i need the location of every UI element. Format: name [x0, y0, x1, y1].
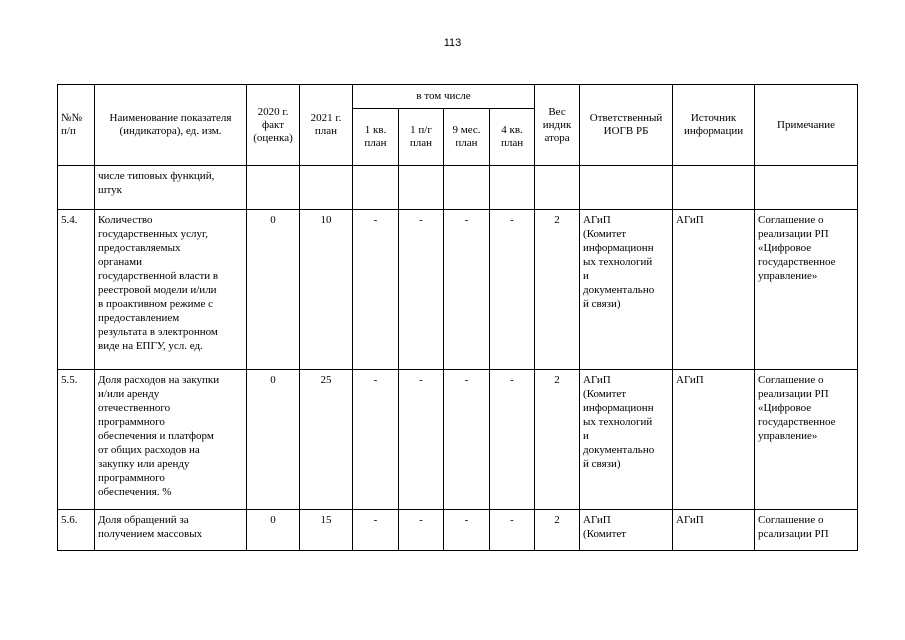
row-num: [58, 166, 95, 210]
row-9m: -: [444, 210, 490, 370]
row-q1: -: [353, 510, 399, 551]
row-plan-2021: 10: [300, 210, 353, 370]
header-name: Наименование показателя (индикатора), ед. изм.: [95, 85, 247, 166]
row-fact-2020: [247, 166, 300, 210]
row-h1: -: [399, 370, 444, 510]
row-num: 5.4.: [58, 210, 95, 370]
row-responsible: АГиП (Комитет информационн ых технологий и документально й связи): [580, 210, 673, 370]
header-num: №№ п/п: [58, 85, 95, 166]
row-note: Соглашение о реализации РП «Цифровое государственное управление»: [755, 210, 858, 370]
row-q1: -: [353, 210, 399, 370]
row-fact-2020: 0: [247, 510, 300, 551]
header-9m: 9 мес. план: [444, 109, 490, 166]
header-plan-2021: 2021 г. план: [300, 85, 353, 166]
header-including: в том числе: [353, 85, 535, 109]
row-source: АГиП: [673, 210, 755, 370]
row-q1: -: [353, 370, 399, 510]
row-h1: -: [399, 210, 444, 370]
row-plan-2021: 25: [300, 370, 353, 510]
row-source: [673, 166, 755, 210]
row-responsible: АГиП (Комитет информационн ых технологий и документально й связи): [580, 370, 673, 510]
row-h1: [399, 166, 444, 210]
header-responsible: Ответственный ИОГВ РБ: [580, 85, 673, 166]
row-responsible: АГиП (Комитет: [580, 510, 673, 551]
row-responsible: [580, 166, 673, 210]
row-source: АГиП: [673, 510, 755, 551]
row-9m: [444, 166, 490, 210]
row-num: 5.6.: [58, 510, 95, 551]
row-q4: [490, 166, 535, 210]
header-source: Источник информации: [673, 85, 755, 166]
row-weight: 2: [535, 510, 580, 551]
row-plan-2021: 15: [300, 510, 353, 551]
row-source: АГиП: [673, 370, 755, 510]
row-fact-2020: 0: [247, 370, 300, 510]
row-weight: 2: [535, 210, 580, 370]
row-q4: -: [490, 510, 535, 551]
row-9m: -: [444, 510, 490, 551]
table-row: [58, 166, 858, 210]
row-note: Соглашение о рсализации РП: [755, 510, 858, 551]
header-h1: 1 п/г план: [399, 109, 444, 166]
header-weight: Вес индик атора: [535, 85, 580, 166]
table-row: [58, 510, 858, 551]
header-q1: 1 кв. план: [353, 109, 399, 166]
row-q4: -: [490, 210, 535, 370]
page-number: 113: [443, 37, 462, 49]
header-q4: 4 кв. план: [490, 109, 535, 166]
row-name: Доля обращений за получением массовых: [95, 510, 247, 551]
row-num: 5.5.: [58, 370, 95, 510]
row-name: числе типовых функций, штук: [95, 166, 247, 210]
table-header-row: [58, 85, 858, 109]
table-row: [58, 210, 858, 370]
table-row: [58, 370, 858, 510]
header-note: Примечание: [755, 85, 858, 166]
row-fact-2020: 0: [247, 210, 300, 370]
row-name: Доля расходов на закупки и/или аренду отечественного программного обеспечения и платформ от общих расходов на закупку или аренду программного обеспечения. %: [95, 370, 247, 510]
row-note: Соглашение о реализации РП «Цифровое государственное управление»: [755, 370, 858, 510]
indicators-table: [57, 84, 858, 551]
row-9m: -: [444, 370, 490, 510]
row-h1: -: [399, 510, 444, 551]
row-name: Количество государственных услуг, предоставляемых органами государственной власти в реестровой модели и/или в проактивном режиме с предоставлением результата в электронном виде на ЕПГУ, усл. ед.: [95, 210, 247, 370]
row-weight: [535, 166, 580, 210]
row-q4: -: [490, 370, 535, 510]
row-weight: 2: [535, 370, 580, 510]
row-plan-2021: [300, 166, 353, 210]
header-fact-2020: 2020 г. факт (оценка): [247, 85, 300, 166]
row-note: [755, 166, 858, 210]
row-q1: [353, 166, 399, 210]
